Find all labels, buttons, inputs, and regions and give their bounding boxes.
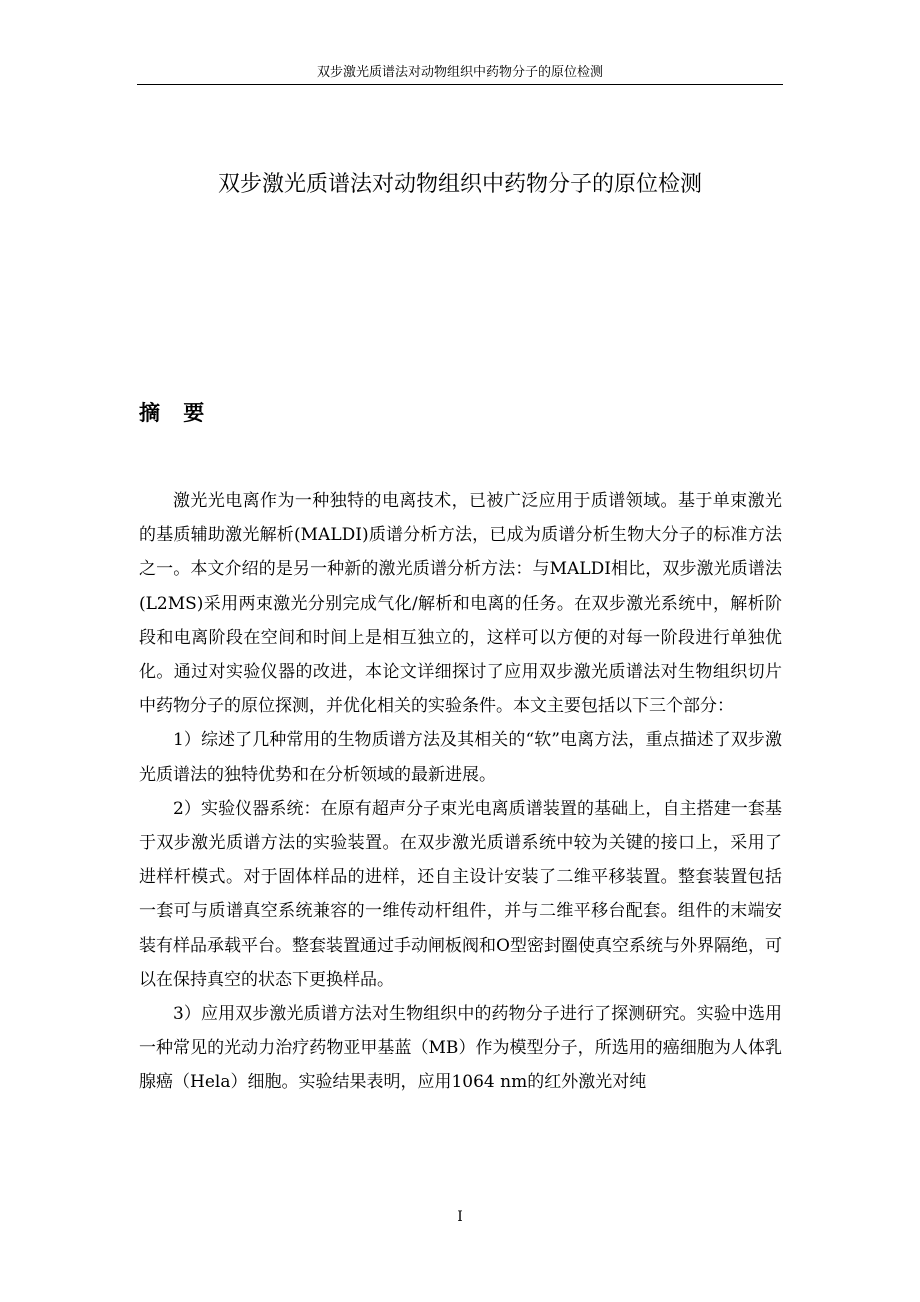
running-header: 双步激光质谱法对动物组织中药物分子的原位检测 [316, 65, 603, 80]
abstract-paragraph-part1: 1）综述了几种常用的生物质谱方法及其相关的“软”电离方法，重点描述了双步激光质谱法的独特优势和在分析领域的最新进展。 [139, 730, 782, 785]
header-rule [137, 84, 783, 85]
document-title: 双步激光质谱法对动物组织中药物分子的原位检测 [217, 172, 702, 197]
abstract-heading: 摘 要 [139, 401, 213, 425]
abstract-paragraph-intro: 激光光电离作为一种独特的电离技术，已被广泛应用于质谱领域。基于单束激光的基质辅助激光解析(MALDI)质谱分析方法，已成为质谱分析生物大分子的标准方法之一。本文介绍的是另一种新的激光质谱分析方法：与MALDI相比，双步激光质谱法(L2MS)采用两束激光分别完成气化/解析和电离的任务。在双步激光系统中，解析阶段和电离阶段在空间和时间上是相互独立的，这样可以方便的对每一阶段进行单独优化。通过对实验仪器的改进，本论文详细探讨了应用双步激光质谱法对生物组织切片中药物分子的原位探测，并优化相关的实验条件。本文主要包括以下三个部分： [139, 491, 782, 717]
abstract-paragraph-part3: 3）应用双步激光质谱方法对生物组织中的药物分子进行了探测研究。实验中选用一种常见的光动力治疗药物亚甲基蓝（MB）作为模型分子，所选用的癌细胞为人体乳腺癌（Hela）细胞。实验结果表明，应用1064 nm的红外激光对纯 [139, 1004, 782, 1093]
page-number: I [457, 1209, 463, 1225]
abstract-body [139, 484, 782, 1100]
abstract-paragraph-part2: 2）实验仪器系统：在原有超声分子束光电离质谱装置的基础上，自主搭建一套基于双步激光质谱方法的实验装置。在双步激光质谱系统中较为关键的接口上，采用了进样杆模式。对于固体样品的进样，还自主设计安装了二维平移装置。整套装置包括一套可与质谱真空系统兼容的一维传动杆组件，并与二维平移台配套。组件的末端安装有样品承载平台。整套装置通过手动闸板阀和O型密封圈使真空系统与外界隔绝，可以在保持真空的状态下更换样品。 [139, 798, 782, 990]
